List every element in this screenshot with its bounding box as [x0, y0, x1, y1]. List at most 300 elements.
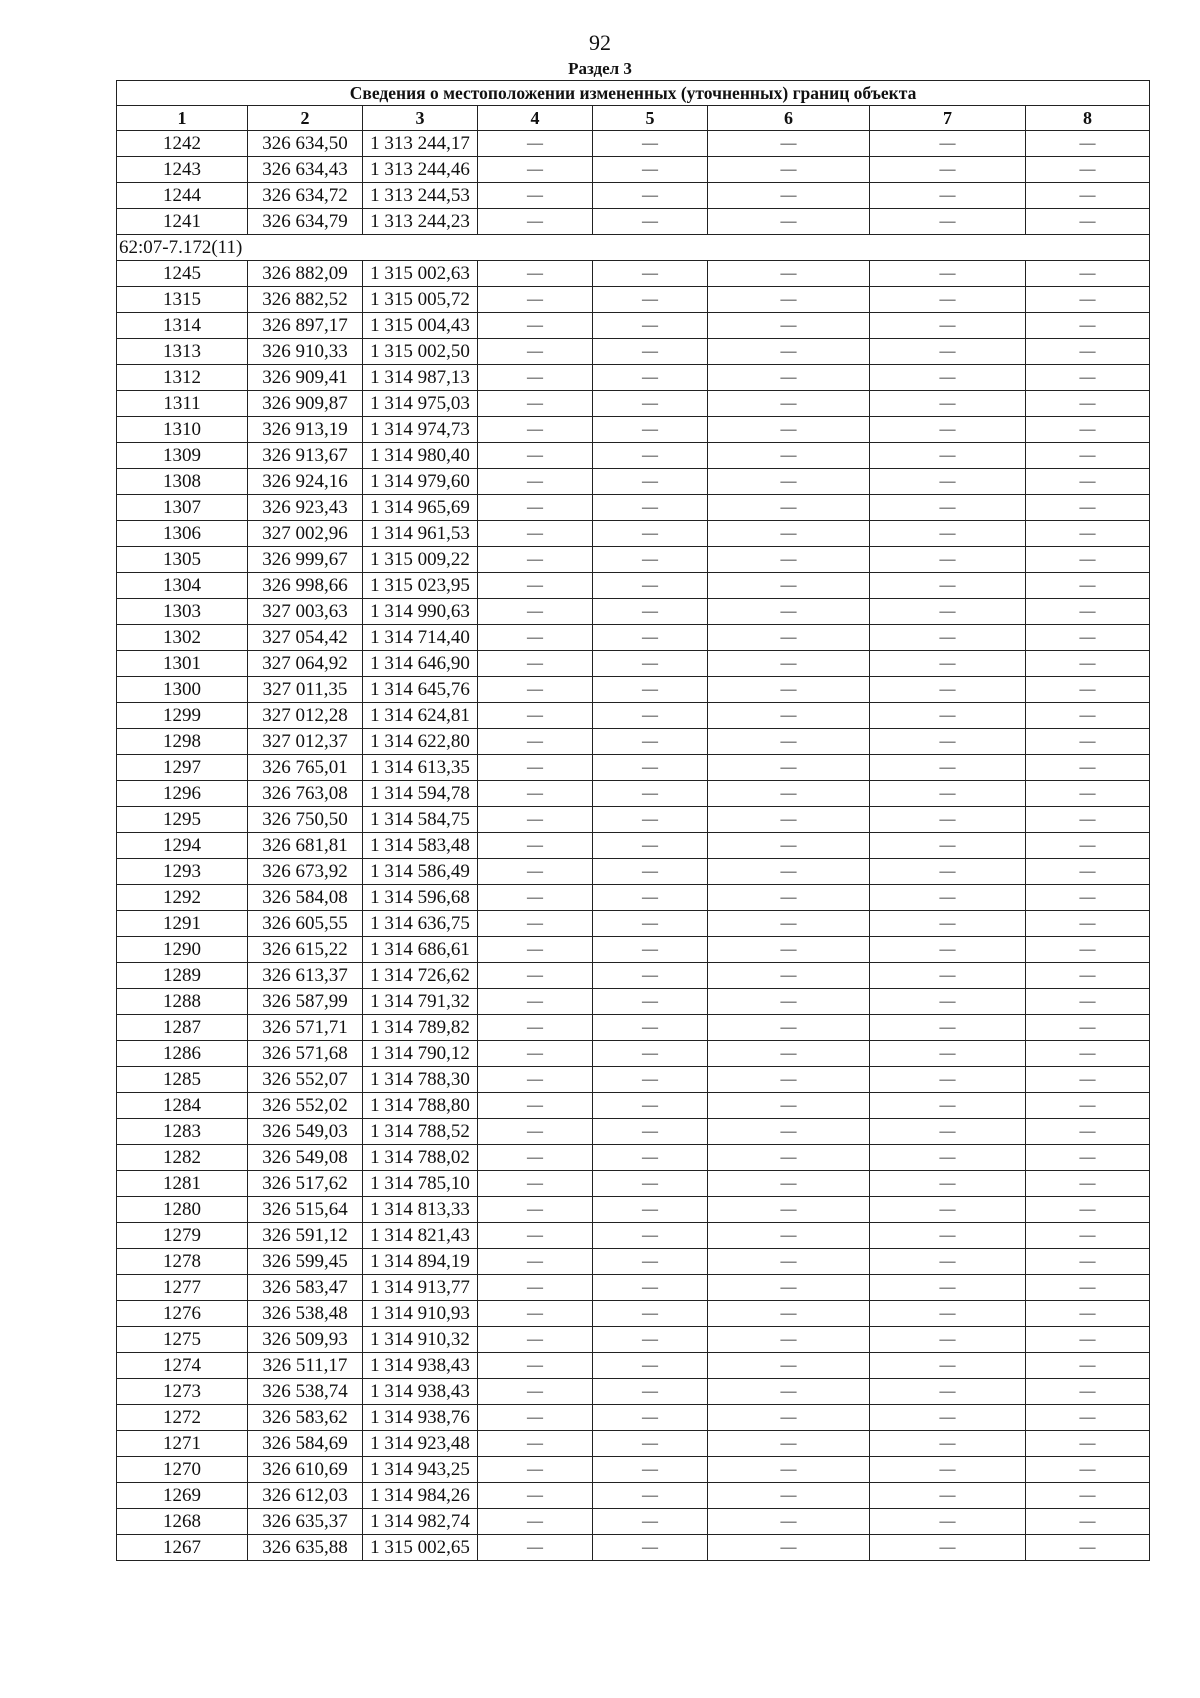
empty-cell: —: [708, 1379, 870, 1405]
table-row: [117, 911, 1150, 937]
empty-cell: —: [870, 1015, 1026, 1041]
empty-cell: —: [870, 443, 1026, 469]
empty-cell: —: [593, 209, 708, 235]
empty-cell: —: [1026, 703, 1150, 729]
empty-cell: —: [1026, 859, 1150, 885]
table-row: [117, 573, 1150, 599]
empty-cell: —: [708, 1249, 870, 1275]
empty-cell: —: [1026, 1327, 1150, 1353]
empty-cell: —: [708, 1197, 870, 1223]
empty-cell: —: [708, 157, 870, 183]
empty-cell: —: [1026, 963, 1150, 989]
empty-cell: —: [870, 1249, 1026, 1275]
empty-cell: —: [593, 625, 708, 651]
empty-cell: —: [870, 1301, 1026, 1327]
empty-cell: —: [478, 1353, 593, 1379]
table-row: [117, 521, 1150, 547]
y-coordinate-cell: 1 314 961,53: [363, 521, 478, 547]
empty-cell: —: [1026, 1145, 1150, 1171]
x-coordinate-cell: 326 605,55: [248, 911, 363, 937]
empty-cell: —: [478, 1535, 593, 1561]
empty-cell: —: [870, 989, 1026, 1015]
empty-cell: —: [708, 911, 870, 937]
point-number-cell: 1288: [117, 989, 248, 1015]
empty-cell: —: [478, 1431, 593, 1457]
empty-cell: —: [708, 599, 870, 625]
empty-cell: —: [593, 1327, 708, 1353]
empty-cell: —: [870, 677, 1026, 703]
empty-cell: —: [593, 1067, 708, 1093]
y-coordinate-cell: 1 314 813,33: [363, 1197, 478, 1223]
y-coordinate-cell: 1 314 990,63: [363, 599, 478, 625]
point-number-cell: 1271: [117, 1431, 248, 1457]
empty-cell: —: [1026, 313, 1150, 339]
y-coordinate-cell: 1 314 984,26: [363, 1483, 478, 1509]
y-coordinate-cell: 1 315 002,65: [363, 1535, 478, 1561]
empty-cell: —: [870, 131, 1026, 157]
empty-cell: —: [708, 183, 870, 209]
empty-cell: —: [593, 1119, 708, 1145]
y-coordinate-cell: 1 314 636,75: [363, 911, 478, 937]
empty-cell: —: [593, 729, 708, 755]
empty-cell: —: [478, 313, 593, 339]
point-number-cell: 1283: [117, 1119, 248, 1145]
table-row: [117, 1119, 1150, 1145]
empty-cell: —: [593, 1015, 708, 1041]
x-coordinate-cell: 326 599,45: [248, 1249, 363, 1275]
empty-cell: —: [1026, 443, 1150, 469]
empty-cell: —: [1026, 1509, 1150, 1535]
y-coordinate-cell: 1 314 788,52: [363, 1119, 478, 1145]
empty-cell: —: [1026, 1535, 1150, 1561]
point-number-cell: 1243: [117, 157, 248, 183]
empty-cell: —: [478, 1301, 593, 1327]
empty-cell: —: [478, 1249, 593, 1275]
y-coordinate-cell: 1 314 974,73: [363, 417, 478, 443]
y-coordinate-cell: 1 315 004,43: [363, 313, 478, 339]
empty-cell: —: [870, 1353, 1026, 1379]
empty-cell: —: [478, 339, 593, 365]
x-coordinate-cell: 326 909,87: [248, 391, 363, 417]
empty-cell: —: [870, 833, 1026, 859]
x-coordinate-cell: 326 613,37: [248, 963, 363, 989]
empty-cell: —: [870, 885, 1026, 911]
empty-cell: —: [708, 521, 870, 547]
empty-cell: —: [478, 521, 593, 547]
empty-cell: —: [708, 1145, 870, 1171]
x-coordinate-cell: 326 897,17: [248, 313, 363, 339]
column-header-row: [117, 106, 1150, 131]
empty-cell: —: [870, 469, 1026, 495]
x-coordinate-cell: 326 765,01: [248, 755, 363, 781]
empty-cell: —: [593, 443, 708, 469]
empty-cell: —: [708, 781, 870, 807]
table-caption: Сведения о местоположении измененных (уточненных) границ объекта: [117, 81, 1150, 106]
empty-cell: —: [478, 495, 593, 521]
empty-cell: —: [593, 1379, 708, 1405]
empty-cell: —: [1026, 183, 1150, 209]
y-coordinate-cell: 1 314 979,60: [363, 469, 478, 495]
x-coordinate-cell: 326 924,16: [248, 469, 363, 495]
point-number-cell: 1272: [117, 1405, 248, 1431]
y-coordinate-cell: 1 314 583,48: [363, 833, 478, 859]
point-number-cell: 1274: [117, 1353, 248, 1379]
empty-cell: —: [1026, 1223, 1150, 1249]
table-row: [117, 1457, 1150, 1483]
empty-cell: —: [1026, 677, 1150, 703]
point-number-cell: 1314: [117, 313, 248, 339]
table-row: [117, 755, 1150, 781]
y-coordinate-cell: 1 314 938,43: [363, 1379, 478, 1405]
empty-cell: —: [708, 1509, 870, 1535]
empty-cell: —: [1026, 937, 1150, 963]
empty-cell: —: [870, 1171, 1026, 1197]
empty-cell: —: [478, 989, 593, 1015]
empty-cell: —: [870, 313, 1026, 339]
empty-cell: —: [1026, 391, 1150, 417]
y-coordinate-cell: 1 314 645,76: [363, 677, 478, 703]
point-number-cell: 1244: [117, 183, 248, 209]
empty-cell: —: [593, 1457, 708, 1483]
empty-cell: —: [593, 1301, 708, 1327]
empty-cell: —: [478, 1067, 593, 1093]
point-number-cell: 1297: [117, 755, 248, 781]
empty-cell: —: [478, 443, 593, 469]
empty-cell: —: [593, 1353, 708, 1379]
x-coordinate-cell: 326 634,50: [248, 131, 363, 157]
empty-cell: —: [478, 833, 593, 859]
y-coordinate-cell: 1 313 244,17: [363, 131, 478, 157]
empty-cell: —: [1026, 1483, 1150, 1509]
empty-cell: —: [870, 1327, 1026, 1353]
empty-cell: —: [1026, 1275, 1150, 1301]
y-coordinate-cell: 1 314 913,77: [363, 1275, 478, 1301]
table-row: [117, 495, 1150, 521]
x-coordinate-cell: 326 584,08: [248, 885, 363, 911]
empty-cell: —: [478, 807, 593, 833]
empty-cell: —: [870, 495, 1026, 521]
x-coordinate-cell: 326 681,81: [248, 833, 363, 859]
empty-cell: —: [870, 963, 1026, 989]
x-coordinate-cell: 326 612,03: [248, 1483, 363, 1509]
empty-cell: —: [478, 157, 593, 183]
column-header: 1: [117, 106, 248, 131]
empty-cell: —: [593, 313, 708, 339]
page-number: 92: [589, 30, 611, 55]
empty-cell: —: [593, 1405, 708, 1431]
empty-cell: —: [593, 859, 708, 885]
y-coordinate-cell: 1 314 821,43: [363, 1223, 478, 1249]
point-number-cell: 1282: [117, 1145, 248, 1171]
empty-cell: —: [1026, 521, 1150, 547]
empty-cell: —: [478, 703, 593, 729]
empty-cell: —: [478, 365, 593, 391]
empty-cell: —: [478, 1223, 593, 1249]
empty-cell: —: [1026, 1067, 1150, 1093]
x-coordinate-cell: 327 012,28: [248, 703, 363, 729]
empty-cell: —: [1026, 1301, 1150, 1327]
empty-cell: —: [708, 131, 870, 157]
empty-cell: —: [478, 183, 593, 209]
empty-cell: —: [593, 1275, 708, 1301]
table-row: [117, 885, 1150, 911]
y-coordinate-cell: 1 314 791,32: [363, 989, 478, 1015]
table-row: [117, 625, 1150, 651]
table-row: [117, 261, 1150, 287]
empty-cell: —: [708, 391, 870, 417]
empty-cell: —: [478, 651, 593, 677]
empty-cell: —: [870, 1145, 1026, 1171]
table-row: [117, 183, 1150, 209]
empty-cell: —: [478, 885, 593, 911]
empty-cell: —: [870, 1483, 1026, 1509]
empty-cell: —: [478, 1275, 593, 1301]
empty-cell: —: [593, 339, 708, 365]
empty-cell: —: [870, 1405, 1026, 1431]
empty-cell: —: [708, 937, 870, 963]
empty-cell: —: [1026, 1457, 1150, 1483]
table-row: [117, 339, 1150, 365]
empty-cell: —: [870, 521, 1026, 547]
empty-cell: —: [708, 885, 870, 911]
empty-cell: —: [870, 1093, 1026, 1119]
table-row: [117, 833, 1150, 859]
empty-cell: —: [593, 131, 708, 157]
empty-cell: —: [478, 1327, 593, 1353]
empty-cell: —: [708, 573, 870, 599]
table-row: [117, 989, 1150, 1015]
empty-cell: —: [478, 859, 593, 885]
empty-cell: —: [593, 1509, 708, 1535]
empty-cell: —: [478, 287, 593, 313]
empty-cell: —: [1026, 1093, 1150, 1119]
x-coordinate-cell: 327 011,35: [248, 677, 363, 703]
empty-cell: —: [1026, 1041, 1150, 1067]
empty-cell: —: [870, 781, 1026, 807]
empty-cell: —: [1026, 625, 1150, 651]
empty-cell: —: [478, 131, 593, 157]
table-row: [117, 937, 1150, 963]
empty-cell: —: [593, 547, 708, 573]
empty-cell: —: [593, 521, 708, 547]
x-coordinate-cell: 326 634,43: [248, 157, 363, 183]
point-number-cell: 1310: [117, 417, 248, 443]
empty-cell: —: [478, 417, 593, 443]
empty-cell: —: [870, 339, 1026, 365]
x-coordinate-cell: 326 999,67: [248, 547, 363, 573]
empty-cell: —: [593, 1171, 708, 1197]
empty-cell: —: [870, 391, 1026, 417]
empty-cell: —: [708, 417, 870, 443]
empty-cell: —: [1026, 1119, 1150, 1145]
x-coordinate-cell: 326 552,02: [248, 1093, 363, 1119]
y-coordinate-cell: 1 314 938,43: [363, 1353, 478, 1379]
point-number-cell: 1290: [117, 937, 248, 963]
empty-cell: —: [1026, 573, 1150, 599]
point-number-cell: 1287: [117, 1015, 248, 1041]
table-row: [117, 1197, 1150, 1223]
empty-cell: —: [478, 1509, 593, 1535]
point-number-cell: 1303: [117, 599, 248, 625]
y-coordinate-cell: 1 314 789,82: [363, 1015, 478, 1041]
empty-cell: —: [870, 1223, 1026, 1249]
x-coordinate-cell: 326 583,62: [248, 1405, 363, 1431]
x-coordinate-cell: 326 509,93: [248, 1327, 363, 1353]
empty-cell: —: [593, 911, 708, 937]
empty-cell: —: [1026, 261, 1150, 287]
empty-cell: —: [708, 1275, 870, 1301]
point-number-cell: 1304: [117, 573, 248, 599]
empty-cell: —: [708, 1041, 870, 1067]
table-row: [117, 807, 1150, 833]
empty-cell: —: [593, 1145, 708, 1171]
empty-cell: —: [593, 157, 708, 183]
empty-cell: —: [478, 573, 593, 599]
y-coordinate-cell: 1 314 788,80: [363, 1093, 478, 1119]
empty-cell: —: [478, 547, 593, 573]
point-number-cell: 1309: [117, 443, 248, 469]
empty-cell: —: [1026, 287, 1150, 313]
table-row: [117, 1327, 1150, 1353]
empty-cell: —: [708, 495, 870, 521]
empty-cell: —: [1026, 469, 1150, 495]
y-coordinate-cell: 1 315 002,50: [363, 339, 478, 365]
empty-cell: —: [708, 1405, 870, 1431]
empty-cell: —: [870, 1379, 1026, 1405]
table-row: [117, 547, 1150, 573]
table-row: [117, 1275, 1150, 1301]
empty-cell: —: [593, 989, 708, 1015]
point-number-cell: 1273: [117, 1379, 248, 1405]
point-number-cell: 1306: [117, 521, 248, 547]
table-row: [117, 391, 1150, 417]
empty-cell: —: [870, 599, 1026, 625]
x-coordinate-cell: 326 610,69: [248, 1457, 363, 1483]
point-number-cell: 1295: [117, 807, 248, 833]
x-coordinate-cell: 327 003,63: [248, 599, 363, 625]
table-row: [117, 781, 1150, 807]
point-number-cell: 1300: [117, 677, 248, 703]
table-row: [117, 131, 1150, 157]
y-coordinate-cell: 1 314 594,78: [363, 781, 478, 807]
y-coordinate-cell: 1 314 910,93: [363, 1301, 478, 1327]
point-number-cell: 1280: [117, 1197, 248, 1223]
y-coordinate-cell: 1 314 982,74: [363, 1509, 478, 1535]
empty-cell: —: [593, 183, 708, 209]
empty-cell: —: [708, 703, 870, 729]
point-number-cell: 1293: [117, 859, 248, 885]
empty-cell: —: [1026, 1249, 1150, 1275]
empty-cell: —: [870, 859, 1026, 885]
point-number-cell: 1291: [117, 911, 248, 937]
y-coordinate-cell: 1 314 975,03: [363, 391, 478, 417]
empty-cell: —: [478, 1197, 593, 1223]
y-coordinate-cell: 1 315 005,72: [363, 287, 478, 313]
empty-cell: —: [1026, 807, 1150, 833]
table-row: [117, 963, 1150, 989]
table-row: [117, 599, 1150, 625]
y-coordinate-cell: 1 314 943,25: [363, 1457, 478, 1483]
x-coordinate-cell: 326 750,50: [248, 807, 363, 833]
empty-cell: —: [593, 1249, 708, 1275]
empty-cell: —: [593, 1431, 708, 1457]
point-number-cell: 1284: [117, 1093, 248, 1119]
point-number-cell: 1278: [117, 1249, 248, 1275]
x-coordinate-cell: 326 634,79: [248, 209, 363, 235]
empty-cell: —: [708, 1171, 870, 1197]
point-number-cell: 1241: [117, 209, 248, 235]
table-row: [117, 1535, 1150, 1561]
empty-cell: —: [1026, 365, 1150, 391]
empty-cell: —: [478, 755, 593, 781]
table-row: [117, 209, 1150, 235]
empty-cell: —: [870, 1197, 1026, 1223]
empty-cell: —: [593, 703, 708, 729]
empty-cell: —: [593, 1197, 708, 1223]
point-number-cell: 1302: [117, 625, 248, 651]
x-coordinate-cell: 326 538,48: [248, 1301, 363, 1327]
table-body: [117, 131, 1150, 1561]
empty-cell: —: [478, 209, 593, 235]
empty-cell: —: [708, 989, 870, 1015]
column-header: 7: [870, 106, 1026, 131]
point-number-cell: 1269: [117, 1483, 248, 1509]
table-row: [117, 1509, 1150, 1535]
empty-cell: —: [1026, 1431, 1150, 1457]
point-number-cell: 1285: [117, 1067, 248, 1093]
point-number-cell: 1294: [117, 833, 248, 859]
x-coordinate-cell: 326 998,66: [248, 573, 363, 599]
table-row: [117, 729, 1150, 755]
point-number-cell: 1279: [117, 1223, 248, 1249]
y-coordinate-cell: 1 314 646,90: [363, 651, 478, 677]
empty-cell: —: [708, 1223, 870, 1249]
empty-cell: —: [593, 1483, 708, 1509]
empty-cell: —: [870, 573, 1026, 599]
table-row: [117, 703, 1150, 729]
point-number-cell: 1270: [117, 1457, 248, 1483]
empty-cell: —: [870, 261, 1026, 287]
empty-cell: —: [593, 885, 708, 911]
x-coordinate-cell: 326 635,88: [248, 1535, 363, 1561]
empty-cell: —: [1026, 131, 1150, 157]
x-coordinate-cell: 326 583,47: [248, 1275, 363, 1301]
empty-cell: —: [708, 1457, 870, 1483]
group-row: [117, 235, 1150, 261]
empty-cell: —: [708, 1119, 870, 1145]
table-row: [117, 1379, 1150, 1405]
empty-cell: —: [478, 729, 593, 755]
column-header: 3: [363, 106, 478, 131]
empty-cell: —: [1026, 729, 1150, 755]
y-coordinate-cell: 1 314 726,62: [363, 963, 478, 989]
empty-cell: —: [478, 1041, 593, 1067]
table-row: [117, 469, 1150, 495]
x-coordinate-cell: 327 054,42: [248, 625, 363, 651]
empty-cell: —: [478, 1483, 593, 1509]
empty-cell: —: [708, 677, 870, 703]
y-coordinate-cell: 1 313 244,23: [363, 209, 478, 235]
empty-cell: —: [593, 651, 708, 677]
x-coordinate-cell: 327 064,92: [248, 651, 363, 677]
empty-cell: —: [593, 833, 708, 859]
empty-cell: —: [708, 729, 870, 755]
x-coordinate-cell: 326 913,67: [248, 443, 363, 469]
point-number-cell: 1296: [117, 781, 248, 807]
column-header: 4: [478, 106, 593, 131]
empty-cell: —: [708, 287, 870, 313]
table-row: [117, 313, 1150, 339]
